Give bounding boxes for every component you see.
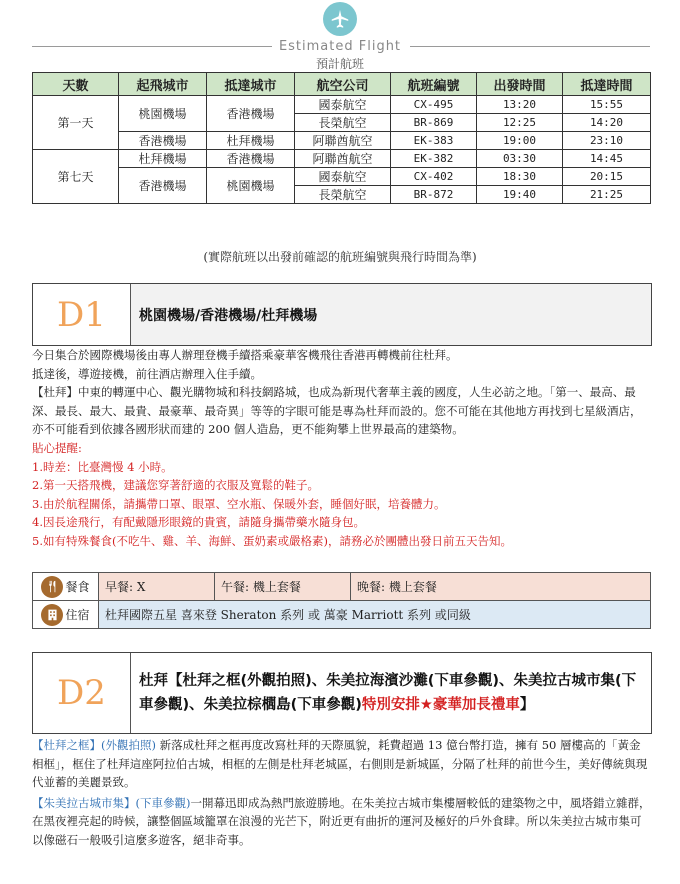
from-cell: 杜拜機場 [119, 150, 207, 168]
table-row [33, 96, 651, 114]
day-cell: 第七天 [33, 150, 119, 204]
utensils-icon [41, 576, 63, 598]
day-title-main: 杜拜【杜拜之框(外觀拍照)、朱美拉海濱沙灘(下車參觀)、朱美拉古城市集(下車參觀)、朱美拉棕櫚島(下車參觀) [139, 673, 637, 713]
reminder-item: 2.第一天搭飛機，建議您穿著舒適的衣服及寬鬆的鞋子。 [32, 478, 319, 493]
lodging-label-cell [33, 601, 99, 629]
airplane-icon [323, 2, 357, 36]
arrival-cell: 20:15 [563, 168, 651, 186]
dinner-cell: 晚餐: 機上套餐 [351, 573, 651, 601]
departure-cell: 12:25 [477, 114, 563, 132]
airline-cell: 國泰航空 [295, 168, 391, 186]
day-title-end: 】 [519, 697, 535, 713]
lunch-cell: 午餐: 機上套餐 [215, 573, 351, 601]
paragraph [32, 736, 652, 792]
column-header: 抵達時間 [563, 73, 651, 96]
to-cell: 香港機場 [207, 96, 295, 132]
column-header: 航空公司 [295, 73, 391, 96]
reminder-item: 5.如有特殊餐食(不吃牛、雞、羊、海鮮、蛋奶素或嚴格素)，請務必於團體出發日前五天告知。 [32, 533, 512, 548]
from-cell: 桃園機場 [119, 96, 207, 132]
day2-description [32, 736, 652, 850]
meals-lodging-table [32, 572, 651, 629]
attraction-tag: 【朱美拉古城市集】(下車參觀) [32, 795, 191, 810]
day-code: D2 [33, 653, 131, 733]
table-row [33, 150, 651, 168]
reminder-title: 貼心提醒: [32, 440, 82, 455]
attraction-text: 新落成杜拜之框再度改寫杜拜的天際風貌，耗費超過 13 億台幣打造，擁有 50 層樓高的「黃金相框」，框住了杜拜這座阿拉伯古城，相框的左側是杜拜老城區，右側則是新城區，分隔了杜拜的前世今生，美好傳統與現代並蓄的美麗景致。 [32, 738, 648, 790]
breakfast-cell: 早餐: X [99, 573, 215, 601]
day-title: 桃園機場/香港機場/杜拜機場 [139, 307, 318, 324]
flight-note: (實際航班以出發前確認的航班編號與飛行時間為準) [203, 250, 477, 264]
flight-no-cell: CX-495 [391, 96, 477, 114]
day-title-area [131, 284, 651, 345]
departure-cell: 19:00 [477, 132, 563, 150]
meals-label: 餐食 [65, 580, 90, 594]
paragraph [32, 383, 652, 439]
arrival-cell: 23:10 [563, 132, 651, 150]
header-title-en: Estimated Flight [278, 39, 402, 54]
flight-table-header [33, 73, 651, 96]
paragraph: 抵達後，導遊接機，前往酒店辦理入住手續。 [32, 366, 262, 381]
flight-no-cell: EK-383 [391, 132, 477, 150]
paragraph: 今日集合於國際機場後由專人辦理登機手續搭乘豪華客機飛往香港再轉機前往杜拜。 [32, 348, 458, 362]
flight-table [32, 72, 651, 204]
table-row [33, 132, 651, 150]
day2-header [32, 652, 652, 734]
to-cell: 桃園機場 [207, 168, 295, 204]
attraction-tag: 【杜拜之框】(外觀拍照) [32, 738, 156, 752]
column-header: 航班編號 [391, 73, 477, 96]
column-header: 出發時間 [477, 73, 563, 96]
attraction-text: 一開幕迅即成為熱門旅遊勝地。在朱美拉古城市集樓層較低的建築物之中，風塔錯立雜群，在黑夜裡亮起的時候，讓整個區域籠罩在浪漫的光芒下，附近更有曲折的運河及極好的戶外食肆。所以朱美拉古城市集可以像磁石一般吸引這麼多遊客，絕非奇事。 [32, 795, 651, 847]
lodging-cell: 杜拜國際五星 喜來登 Sheraton 系列 或 萬豪 Marriott 系列 或同級 [99, 601, 651, 629]
reminder-item: 3.由於航程關係，請攜帶口罩、眼罩、空水瓶、保暖外套，睡個好眠，培養體力。 [32, 496, 446, 511]
arrival-cell: 21:25 [563, 186, 651, 204]
hotel-icon [41, 604, 63, 626]
day-title-highlight: 特別安排★豪華加長禮車 [361, 697, 520, 713]
flight-no-cell: EK-382 [391, 150, 477, 168]
from-cell: 香港機場 [119, 168, 207, 204]
arrival-cell: 15:55 [563, 96, 651, 114]
day1-description [32, 346, 652, 551]
column-header: 起飛城市 [119, 73, 207, 96]
day-title-area [131, 653, 651, 733]
departure-cell: 13:20 [477, 96, 563, 114]
day-title [139, 669, 651, 717]
airline-cell: 阿聯酋航空 [295, 150, 391, 168]
meals-label-cell [33, 573, 99, 601]
departure-cell: 18:30 [477, 168, 563, 186]
reminder-item: 1.時差：比臺灣慢 4 小時。 [32, 459, 173, 474]
table-row [33, 168, 651, 186]
airline-cell: 國泰航空 [295, 96, 391, 114]
dubai-tag: 【杜拜】 [32, 385, 78, 400]
dubai-text: 中東的轉運中心、觀光購物城和科技網路城，也成為新現代奢華主義的國度，人生必訪之地。「第一、最高、最深、最長、最大、最貴、最豪華、最奇異」等等的字眼可能是專為杜拜而設的。您不可能在其他地方再找到七星級酒店，亦不可能看到依據各國形狀而建的 200 個人造島，更不能夠攀上世界最高的建築物。 [32, 385, 642, 437]
to-cell: 杜拜機場 [207, 132, 295, 150]
day1-header [32, 283, 652, 346]
flight-no-cell: BR-869 [391, 114, 477, 132]
column-header: 抵達城市 [207, 73, 295, 96]
paragraph [32, 794, 652, 850]
departure-cell: 19:40 [477, 186, 563, 204]
column-header: 天數 [33, 73, 119, 96]
arrival-cell: 14:45 [563, 150, 651, 168]
airline-cell: 阿聯酋航空 [295, 132, 391, 150]
meals-row [33, 573, 651, 601]
flight-no-cell: BR-872 [391, 186, 477, 204]
lodging-label: 住宿 [65, 608, 90, 622]
departure-cell: 03:30 [477, 150, 563, 168]
header-title-zh: 預計航班 [315, 57, 364, 71]
from-cell: 香港機場 [119, 132, 207, 150]
lodging-row [33, 601, 651, 629]
day-cell: 第一天 [33, 96, 119, 150]
day-code: D1 [33, 284, 131, 345]
to-cell: 香港機場 [207, 150, 295, 168]
reminder-item: 4.因長途飛行，有配戴隱形眼鏡的貴賓，請隨身攜帶藥水隨身包。 [32, 515, 365, 530]
arrival-cell: 14:20 [563, 114, 651, 132]
airline-cell: 長榮航空 [295, 114, 391, 132]
flight-no-cell: CX-402 [391, 168, 477, 186]
airline-cell: 長榮航空 [295, 186, 391, 204]
